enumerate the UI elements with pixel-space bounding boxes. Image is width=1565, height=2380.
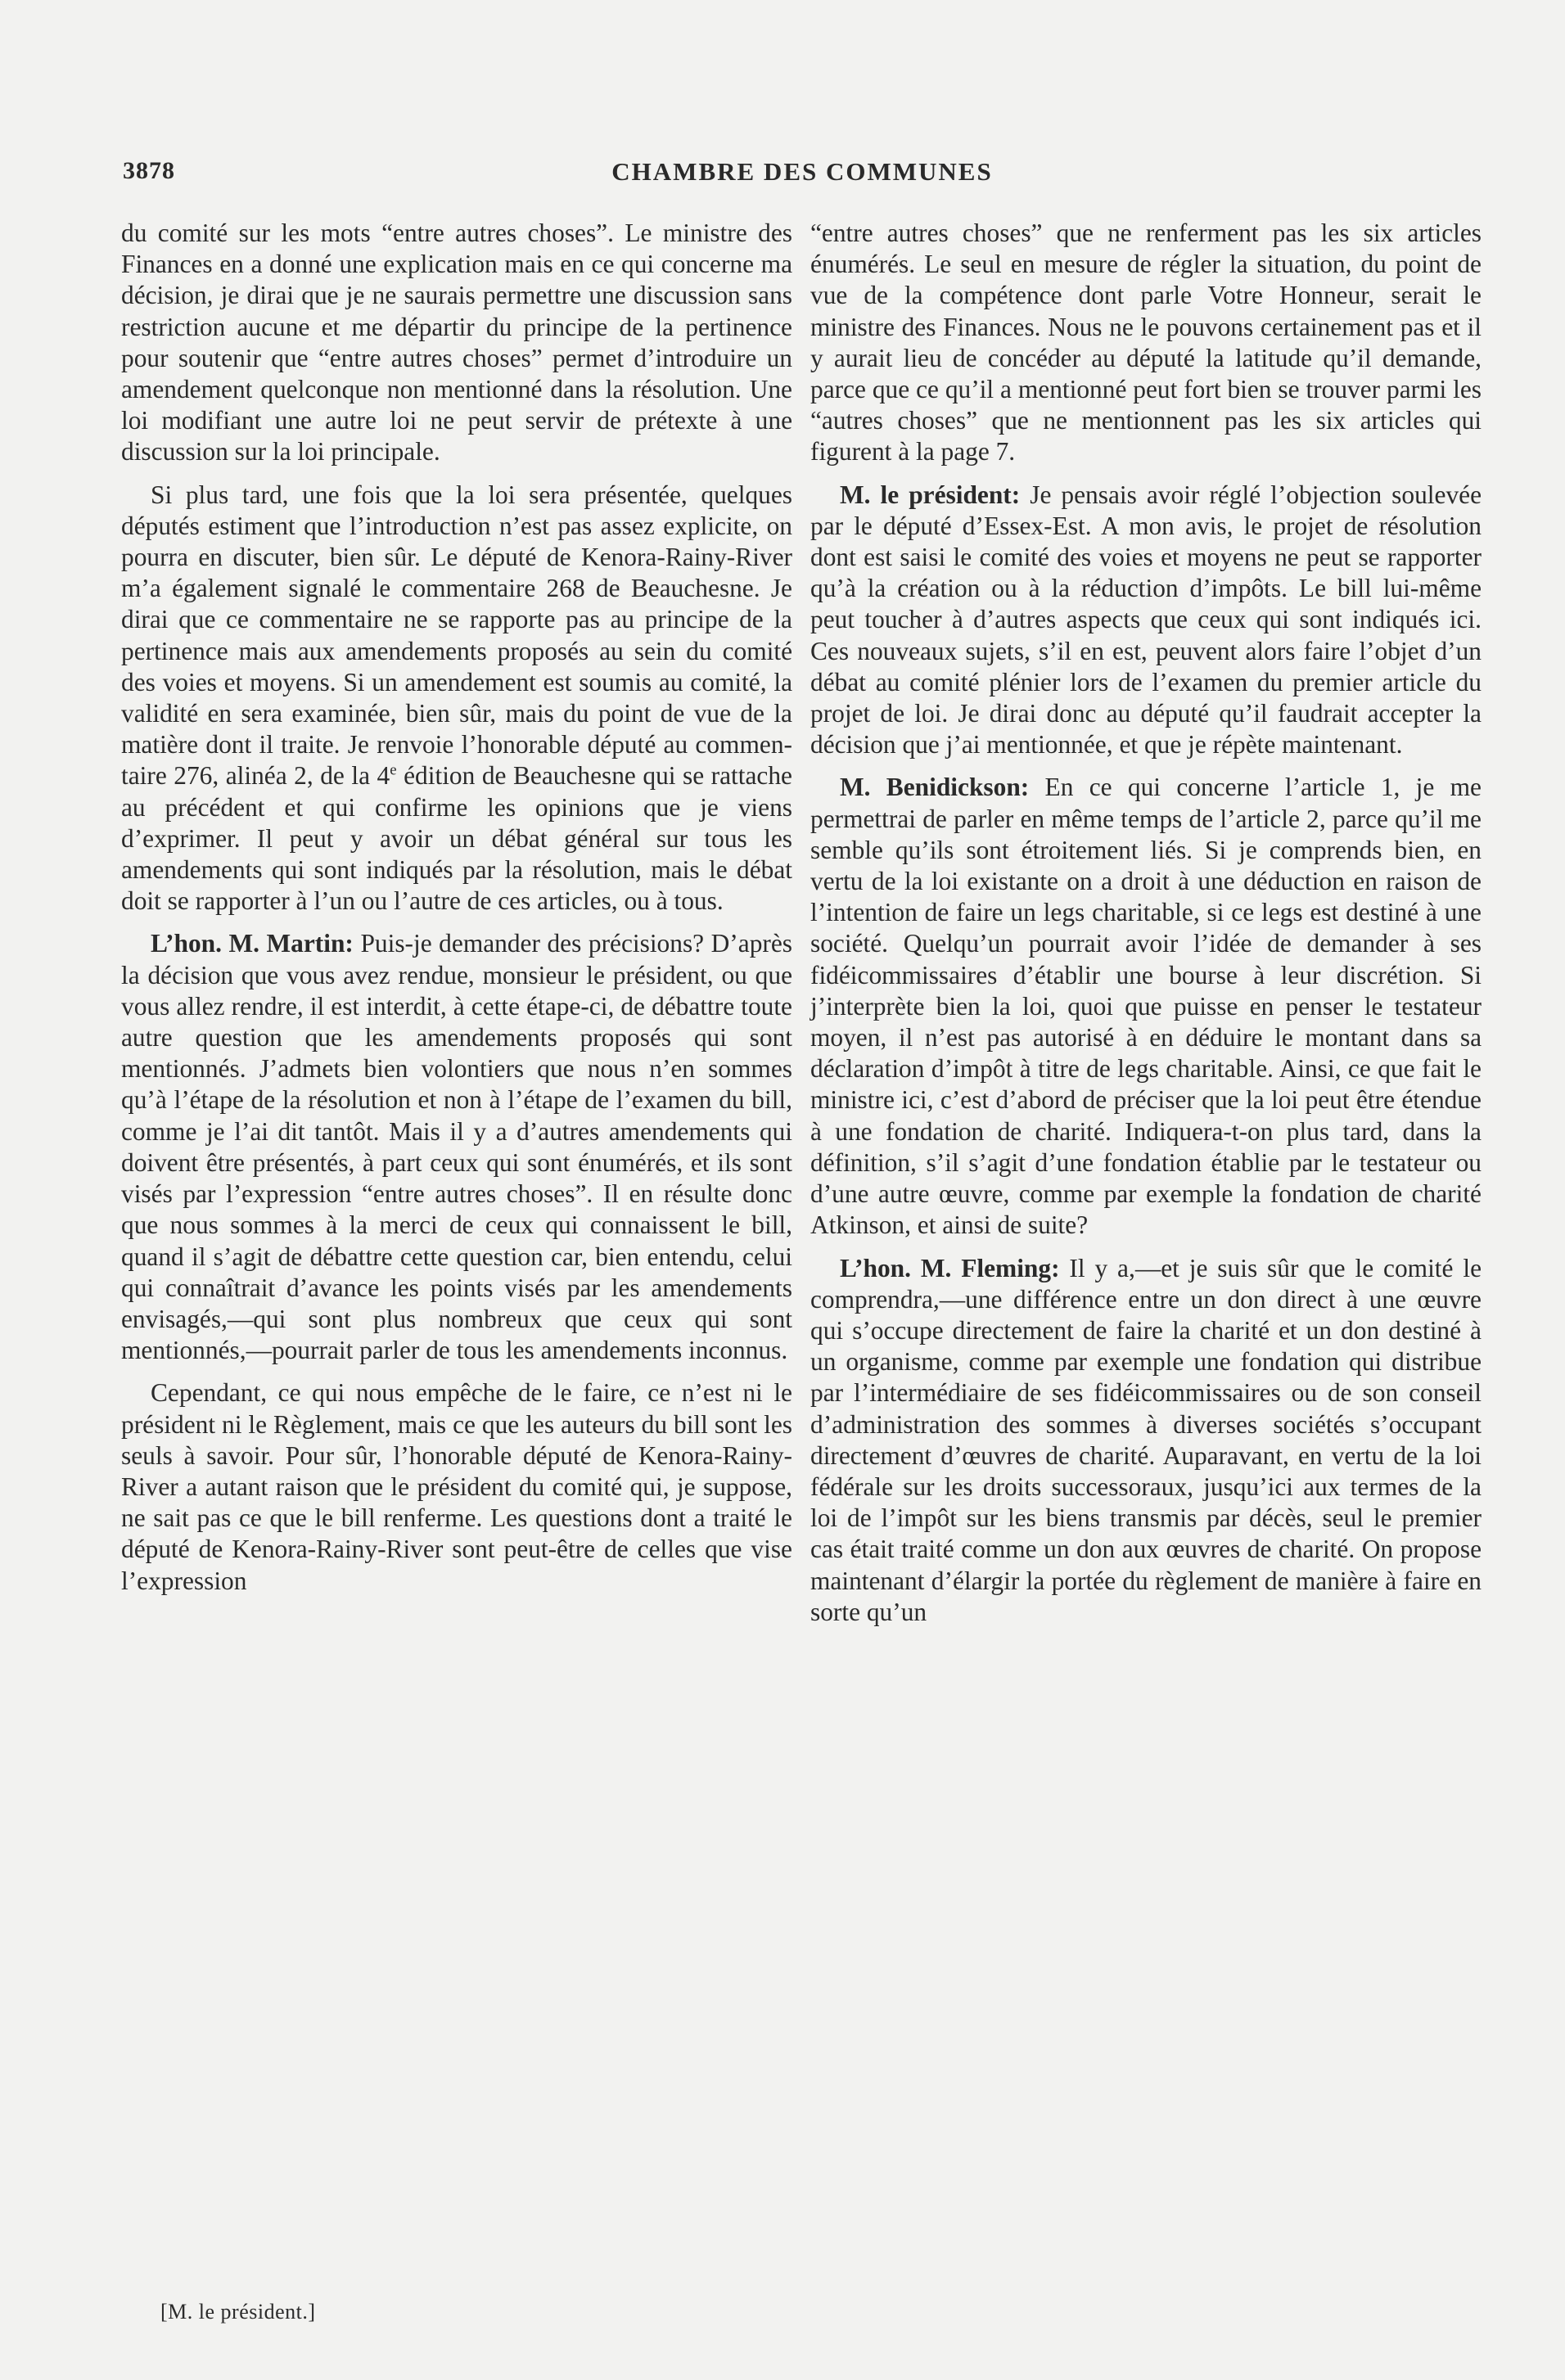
speaker-name: M. Benidickson:: [840, 773, 1030, 802]
paragraph-text: Il y a,—et je suis sûr que le comité le comprendra,—une différence entre un don direct à une œuvre qui s’occupe directement de faire la charité et un don destiné à un organisme, comme par exemple une fondation qui distribue par l’intermédiaire de ses fidéicommissaires ou de son conseil d’administration des sommes à diverses sociétés s’occupant directement d’œuvres de charité. Auparavant, en vertu de la loi fédérale sur les droits successoraux, jusqu’ici aux termes de la loi de l’impôt sur les biens transmis par décès, seul le premier cas était traité comme un don aux œuvres de charité. On propose maintenant d’élargir la portée du règlement de manière à faire en sorte qu’un: [810, 1253, 1482, 1626]
superscript: e: [390, 761, 397, 779]
speaker-name: L’hon. M. Martin:: [151, 929, 354, 958]
paragraph: [121, 928, 792, 1366]
left-column: [121, 218, 792, 1608]
paragraph: [121, 218, 792, 468]
paragraph: [810, 1253, 1482, 1628]
paragraph-text: En ce qui concerne l’article 1, je me permettrai de parler en même temps de l’article 2, parce qu’il me semble qu’ils sont étroitement liés. Si je comprends bien, en vertu de la loi existante on a droit à une déduction en raison de l’intention de faire un legs charitable, si ce legs est destiné à une société. Quelqu’un pourrait avoir l’idée de demander à ses fidéicommissaires d’établir une bourse à leur discrétion. Si j’interprète bien la loi, quoi que puisse en penser le testateur moyen, il n’est pas autorisé à en déduire le montant dans sa déclaration d’impôt à titre de legs charitable. Ainsi, ce que fait le ministre ici, c’est d’abord de préciser que la loi peut être étendue à une fondation de charité. Indiquera-t-on plus tard, dans la définition, s’il s’agit d’une fondation établie par le testateur ou d’une autre œuvre, comme par exemple la fondation de charité Atkinson, et ainsi de suite?: [810, 773, 1482, 1240]
paragraph: [810, 772, 1482, 1241]
paragraph-text: du comité sur les mots “entre autres choses”. Le ministre des Finances en a donné une explication mais en ce qui concerne ma décision, je dirai que je ne saurais permettre une discussion sans restriction aucune et me départir du principe de la pertinence pour soutenir que “entre autres choses” permet d’introduire un amendement quelconque non mentionné dans la résolution. Une loi modifiant une autre loi ne peut servir de prétexte à une discussion sur la loi principale.: [121, 219, 792, 467]
paragraph-text: Puis-je demander des précisions? D’après la décision que vous avez rendue, monsieur le président, ou que vous allez rendre, il est interdit, à cette étape-ci, de débattre toute autre question que les amendements proposés qui sont mentionnés. J’admets bien volontiers que nous n’en sommes qu’à l’étape de la résolution et non à l’étape de l’examen du bill, comme je l’ai dit tantôt. Mais il y a d’autres amendements qui doivent être présentés, à part ceux qui sont énumérés, et ils sont visés par l’expression “entre autres choses”. Il en résulte donc que nous sommes à la merci de ceux qui connaissent le bill, quand il s’agit de débattre cette question car, bien entendu, celui qui connaîtrait d’avance les points visés par les amendements envisagés,—qui sont plus nombreux que ceux qui sont mentionnés,—pourrait parler de tous les amendements inconnus.: [121, 929, 792, 1365]
paragraph: [810, 480, 1482, 761]
paragraph: [121, 480, 792, 917]
paragraph-text: édition de Beauchesne qui se rattache au précédent et qui confirme les opinions que je viens d’exprimer. Il peut y avoir un débat général sur tous les amendements qui sont indiqués par la résolution, mais le débat doit se rapporter à l’un ou l’autre de ces articles, ou à tous.: [121, 761, 792, 916]
speaker-name: M. le président:: [840, 480, 1021, 509]
right-column: [810, 218, 1482, 1639]
page-header: [123, 157, 1482, 190]
paragraph: [810, 218, 1482, 468]
running-title: CHAMBRE DES COMMUNES: [611, 157, 993, 186]
paragraph: [121, 1377, 792, 1596]
page-number: 3878: [123, 157, 175, 184]
footer-note: [M. le président.]: [160, 2300, 316, 2324]
paragraph-text: Je pensais avoir réglé l’objection soulevée par le député d’Essex-Est. A mon avis, le projet de résolution dont est saisi le comité des voies et moyens ne peut se rapporter qu’à la création ou à la réduction d’impôts. Le bill lui-même peut toucher à d’autres aspects que ceux qui sont indiqués ici. Ces nouveaux sujets, s’il en est, peuvent alors faire l’objet d’un débat au comité plénier lors de l’examen du premier article du projet de loi. Je dirai donc au député qu’il faudrait accepter la décision que j’ai mentionnée, et que je répète maintenant.: [810, 480, 1482, 760]
paragraph-text: “entre autres choses” que ne renferment pas les six articles énumérés. Le seul en mesure de régler la situation, du point de vue de la compétence dont parle Votre Honneur, serait le ministre des Finances. Nous ne le pouvons certainement pas et il y aurait lieu de concéder au député la latitude qu’il demande, parce que ce qu’il a mentionné peut fort bien se trouver parmi les “autres choses” que ne mentionnent pas les six articles qui figurent à la page 7.: [810, 219, 1482, 467]
speaker-name: L’hon. M. Fleming:: [840, 1253, 1060, 1282]
paragraph-text: Cependant, ce qui nous empêche de le faire, ce n’est ni le président ni le Règlement, mais ce que les auteurs du bill sont les seuls à savoir. Pour sûr, l’honorable député de Kenora-Rainy-River a autant raison que le président du comité qui, je suppose, ne sait pas ce que le bill renferme. Les questions dont a traité le député de Kenora-Rainy-River sont peut-être de celles que vise l’expression: [121, 1378, 792, 1595]
paragraph-text: Si plus tard, une fois que la loi sera présentée, quelques députés estiment que l’introduction n’est pas assez explicite, on pourra en discuter, bien sûr. Le député de Kenora-Rainy-River m’a également signalé le commentaire 268 de Beauchesne. Je dirai que ce commentaire ne se rapporte pas au principe de la pertinence mais aux amendements proposés au sein du comité des voies et moyens. Si un amendement est soumis au comité, la validité en sera examinée, bien sûr, mais du point de vue de la matière dont il traite. Je renvoie l’honorable député au commentaire 276, alinéa 2, de la 4: [121, 480, 792, 791]
